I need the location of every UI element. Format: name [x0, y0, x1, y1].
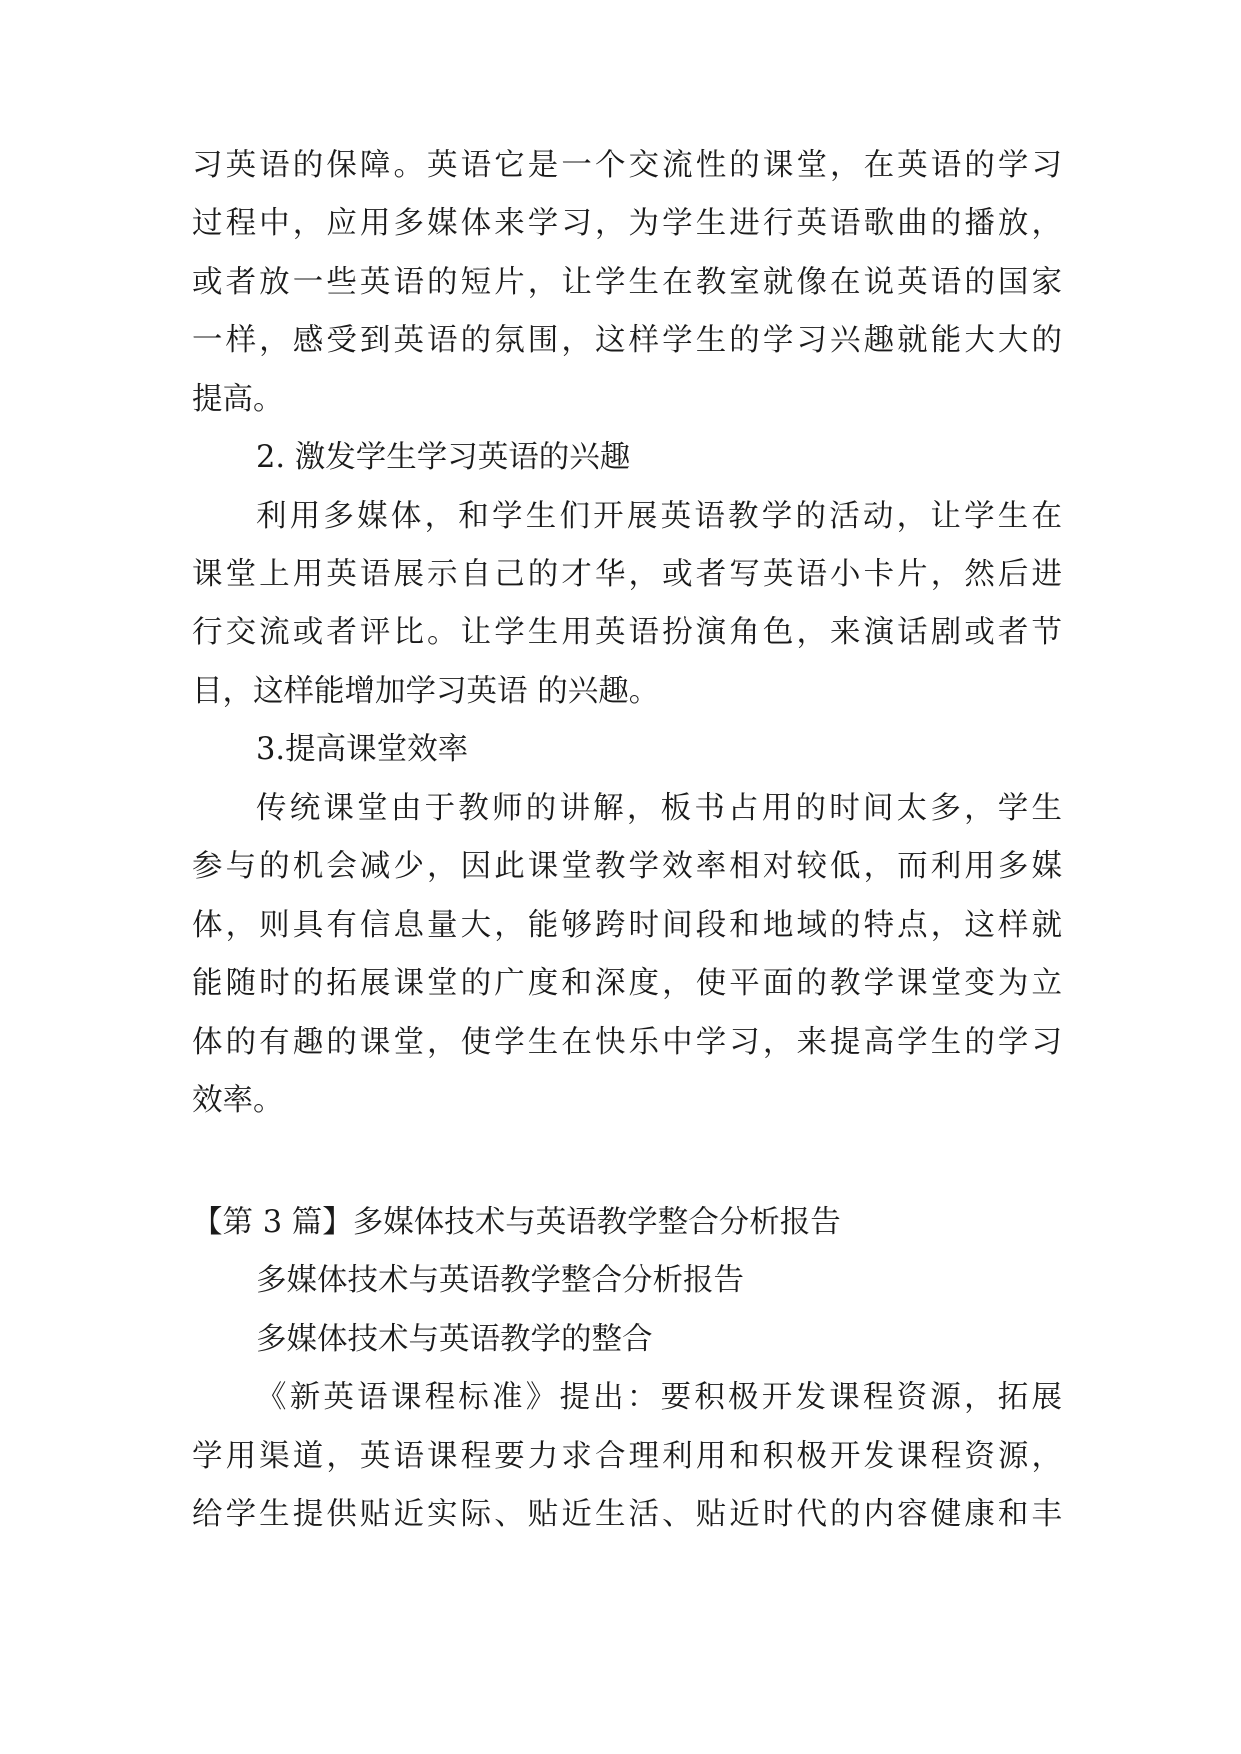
body-line: 学用渠道，英语课程要力求合理利用和积极开发课程资源， — [192, 1439, 1062, 1474]
article-title: 【第 3 篇】多媒体技术与英语教学整合分析报告 — [192, 1205, 841, 1240]
section-heading: 3.提高课堂效率 — [256, 732, 469, 767]
section-heading: 2. 激发学生学习英语的兴趣 — [256, 440, 631, 475]
body-line: 能随时的拓展课堂的广度和深度，使平面的教学课堂变为立 — [192, 966, 1062, 1001]
body-line: 《新英语课程标准》提出：要积极开发课程资源，拓展 — [256, 1380, 1062, 1415]
body-line: 习英语的保障。英语它是一个交流性的课堂，在英语的学习 — [192, 148, 1062, 183]
body-line: 课堂上用英语展示自己的才华，或者写英语小卡片，然后进 — [192, 557, 1062, 592]
body-line: 传统课堂由于教师的讲解，板书占用的时间太多，学生 — [256, 791, 1062, 826]
body-line: 目，这样能增加学习英语 的兴趣。 — [192, 674, 660, 709]
body-line: 或者放一些英语的短片，让学生在教室就像在说英语的国家 — [192, 265, 1062, 300]
body-line: 给学生提供贴近实际、贴近生活、贴近时代的内容健康和丰 — [192, 1497, 1062, 1532]
body-line: 参与的机会减少，因此课堂教学效率相对较低，而利用多媒 — [192, 849, 1062, 884]
report-title: 多媒体技术与英语教学整合分析报告 — [256, 1263, 744, 1298]
body-line: 行交流或者评比。让学生用英语扮演角色，来演话剧或者节 — [192, 615, 1062, 650]
body-line: 利用多媒体，和学生们开展英语教学的活动，让学生在 — [256, 499, 1062, 534]
body-line: 一样，感受到英语的氛围，这样学生的学习兴趣就能大大的 — [192, 323, 1062, 358]
body-line: 提高。 — [192, 382, 284, 417]
body-line: 过程中，应用多媒体来学习，为学生进行英语歌曲的播放， — [192, 206, 1062, 241]
report-subtitle: 多媒体技术与英语教学的整合 — [256, 1322, 653, 1357]
body-line: 体，则具有信息量大，能够跨时间段和地域的特点，这样就 — [192, 908, 1062, 943]
body-line: 效率。 — [192, 1083, 284, 1118]
body-line: 体的有趣的课堂，使学生在快乐中学习，来提高学生的学习 — [192, 1025, 1062, 1060]
